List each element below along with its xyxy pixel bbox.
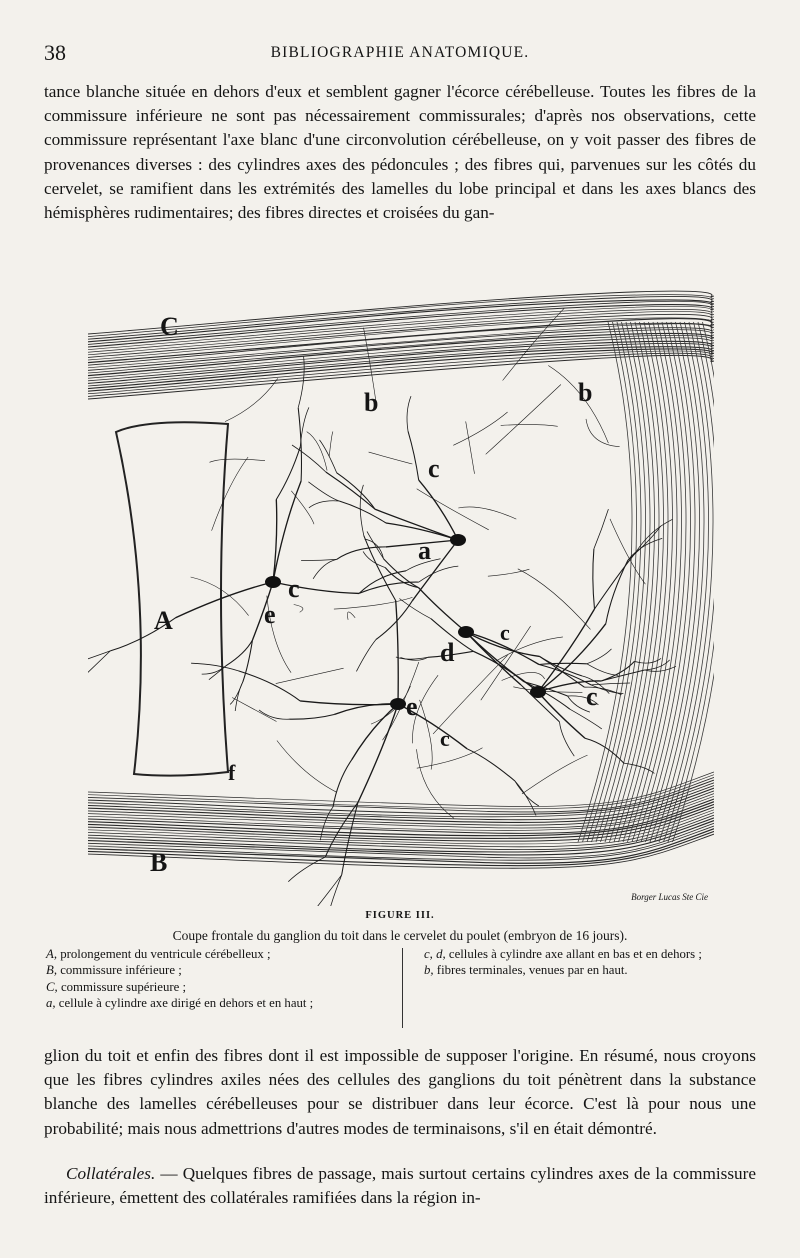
legend-text: commissure inférieure ; xyxy=(57,963,182,978)
neurite xyxy=(610,519,645,584)
neurite xyxy=(367,531,384,558)
neurite xyxy=(486,385,561,455)
neurite xyxy=(594,509,609,549)
neurite xyxy=(408,431,419,480)
legend-item xyxy=(424,962,756,978)
label-c-mid: c xyxy=(500,620,510,645)
neurite xyxy=(212,457,249,531)
cell-body xyxy=(265,576,281,588)
legend-left-column xyxy=(46,946,392,1012)
label-e-bottom: e xyxy=(406,692,418,721)
neuron-drawing xyxy=(88,282,714,906)
neurite xyxy=(329,432,333,457)
legend-item xyxy=(424,946,756,962)
neurite xyxy=(587,649,612,664)
label-b-left: b xyxy=(364,388,379,417)
figure-title: FIGURE III. xyxy=(365,910,435,921)
figure-illustration xyxy=(88,282,714,906)
neurite xyxy=(488,569,530,576)
cell-body xyxy=(450,534,466,546)
neurite xyxy=(587,664,619,676)
neurite xyxy=(320,440,337,473)
neurite xyxy=(333,760,352,807)
legend-divider xyxy=(402,948,403,1028)
legend-key: a, xyxy=(46,996,56,1011)
neurite xyxy=(365,539,384,559)
neurite xyxy=(191,577,249,616)
neurite xyxy=(369,452,413,464)
neurite xyxy=(339,501,386,523)
neurite xyxy=(518,569,591,630)
figure-caption: Coupe frontale du ganglion du toit dans le cervelet du poulet (embryon de 16 jours). xyxy=(172,928,628,943)
neurite xyxy=(595,552,636,609)
label-A: A xyxy=(154,606,173,635)
neurite xyxy=(273,500,277,583)
neurite xyxy=(407,396,411,431)
label-B: B xyxy=(150,848,168,877)
neurite xyxy=(88,651,110,681)
legend-item xyxy=(46,962,392,978)
neurite xyxy=(376,601,412,640)
legend-item xyxy=(46,995,392,1011)
neurite xyxy=(586,419,620,447)
neurite xyxy=(420,700,433,770)
neurite xyxy=(606,560,628,624)
figure-legend xyxy=(44,946,756,1032)
neurite xyxy=(356,640,376,672)
neurite xyxy=(326,472,375,509)
neurite xyxy=(358,704,398,802)
legend-text: prolongement du ventricule cérébelleux ; xyxy=(57,947,271,961)
neurite xyxy=(298,408,301,481)
neurite xyxy=(210,459,266,462)
section-heading-collaterales: Collatérales. xyxy=(66,1164,156,1183)
neurite xyxy=(191,663,238,671)
label-c-right: c xyxy=(586,682,598,711)
legend-key: A, xyxy=(46,947,58,961)
neurite xyxy=(291,491,314,524)
cell-body xyxy=(530,686,546,698)
page-header xyxy=(44,40,756,68)
neurite xyxy=(419,566,459,582)
legend-key: C, xyxy=(46,979,58,994)
label-c-top: c xyxy=(428,454,440,483)
neurite xyxy=(277,741,337,793)
neurite xyxy=(308,482,339,501)
legend-item xyxy=(46,979,392,995)
engraver-signature: Borger Lucas Ste Cie xyxy=(631,892,708,902)
paragraph-bottom: glion du toit et enfin des fibres dont il est impossible de supposer l'origine. En résumé, nous croyons que les fibres cylindres axiles nées des cellules des ganglions du toit pénètrent dans la substance blanche des lamelles cérébelleuses pour se distribuer dans leur écorce. C'est là pour nous une probabilité; mais nous admettrions d'autres modes de terminaisons, s'il en était démontré. xyxy=(44,1046,756,1138)
neurite xyxy=(364,536,396,601)
label-d: d xyxy=(440,638,455,667)
neurite xyxy=(396,601,399,704)
legend-text: commissure supérieure ; xyxy=(57,979,187,994)
neurite xyxy=(232,698,276,722)
legend-key: c, d, xyxy=(424,947,446,961)
neurite xyxy=(467,749,515,781)
neurite xyxy=(399,599,431,619)
legend-text: fibres terminales, venues par en haut. xyxy=(433,963,628,978)
legend-text: cellules à cylindre axe allant en bas et en dehors ; xyxy=(445,947,702,961)
neurite xyxy=(294,605,303,613)
neurite xyxy=(307,432,327,471)
neurite xyxy=(337,547,386,560)
legend-text: cellule à cylindre axe dirigé en dehors et en haut ; xyxy=(55,996,314,1011)
cell-body xyxy=(390,698,406,710)
neurite xyxy=(276,668,344,683)
neurite xyxy=(175,582,273,618)
label-b-right: b xyxy=(578,378,593,407)
neurite xyxy=(347,612,355,620)
neurite xyxy=(570,709,602,729)
legend-key: B, xyxy=(46,963,58,978)
lateral-fibers xyxy=(578,322,714,842)
neurite xyxy=(292,445,326,472)
neurite xyxy=(289,715,334,720)
neurite xyxy=(375,509,458,540)
ventricle-outline xyxy=(116,422,228,775)
label-c-bottom: c xyxy=(440,726,450,751)
neurite xyxy=(313,559,337,578)
legend-key: b, xyxy=(424,963,434,978)
commissure-superior-fibers xyxy=(88,291,714,399)
cell-body xyxy=(458,626,474,638)
neurite xyxy=(309,501,339,508)
neurite xyxy=(419,588,467,632)
label-C: C xyxy=(160,312,179,341)
label-f: f xyxy=(228,760,236,785)
paragraph-collaterales-text: — Quelques fibres de passage, mais surtout certains cylindres axes de la commissure inférieure, émettent des collatérales ramifiées dans la région in- xyxy=(44,1164,756,1208)
label-a: a xyxy=(418,536,431,565)
neurite xyxy=(501,425,558,427)
neurite xyxy=(239,671,301,701)
neurite xyxy=(593,549,595,609)
paragraph-top: tance blanche située en dehors d'eux et semblent gagner l'écorce cérébelleuse. Toutes les fibres de la commissure inférieure ne sont pas nécessairement commissurales; d'après nos observations, cette commissure représentant l'axe blanc d'une circonvolution cérébelleuse, on y voit passer des fibres de provenances diverses : des cylindres axes des pédoncules ; des fibres qui, parvenues sur les côtés du cervelet, se ramifient dans les extrémités des lamelles du lobe principal et dans les axes blancs des hémisphères rudimentaires; des fibres directes et croisées du gan- xyxy=(44,82,756,223)
neurite xyxy=(522,755,588,794)
neurite xyxy=(453,412,507,445)
neurite xyxy=(466,421,475,473)
page-number: 38 xyxy=(44,40,66,65)
commissure-inferior-fibers xyxy=(88,772,714,868)
label-c-left: c xyxy=(288,574,300,603)
neurite xyxy=(310,875,342,906)
neurite xyxy=(417,489,489,530)
neurite xyxy=(88,651,110,667)
neurite xyxy=(539,663,587,664)
running-title: BIBLIOGRAPHIE ANATOMIQUE. xyxy=(270,44,530,61)
paragraph-collaterales xyxy=(44,1162,756,1210)
neurite xyxy=(301,559,337,560)
neurite xyxy=(458,507,516,519)
legend-item xyxy=(46,946,392,962)
neurite xyxy=(300,701,398,705)
neurite xyxy=(300,407,309,447)
label-e-left: e xyxy=(264,600,276,629)
neurite xyxy=(273,582,359,593)
neurite xyxy=(538,609,595,692)
legend-right-column xyxy=(424,946,756,979)
